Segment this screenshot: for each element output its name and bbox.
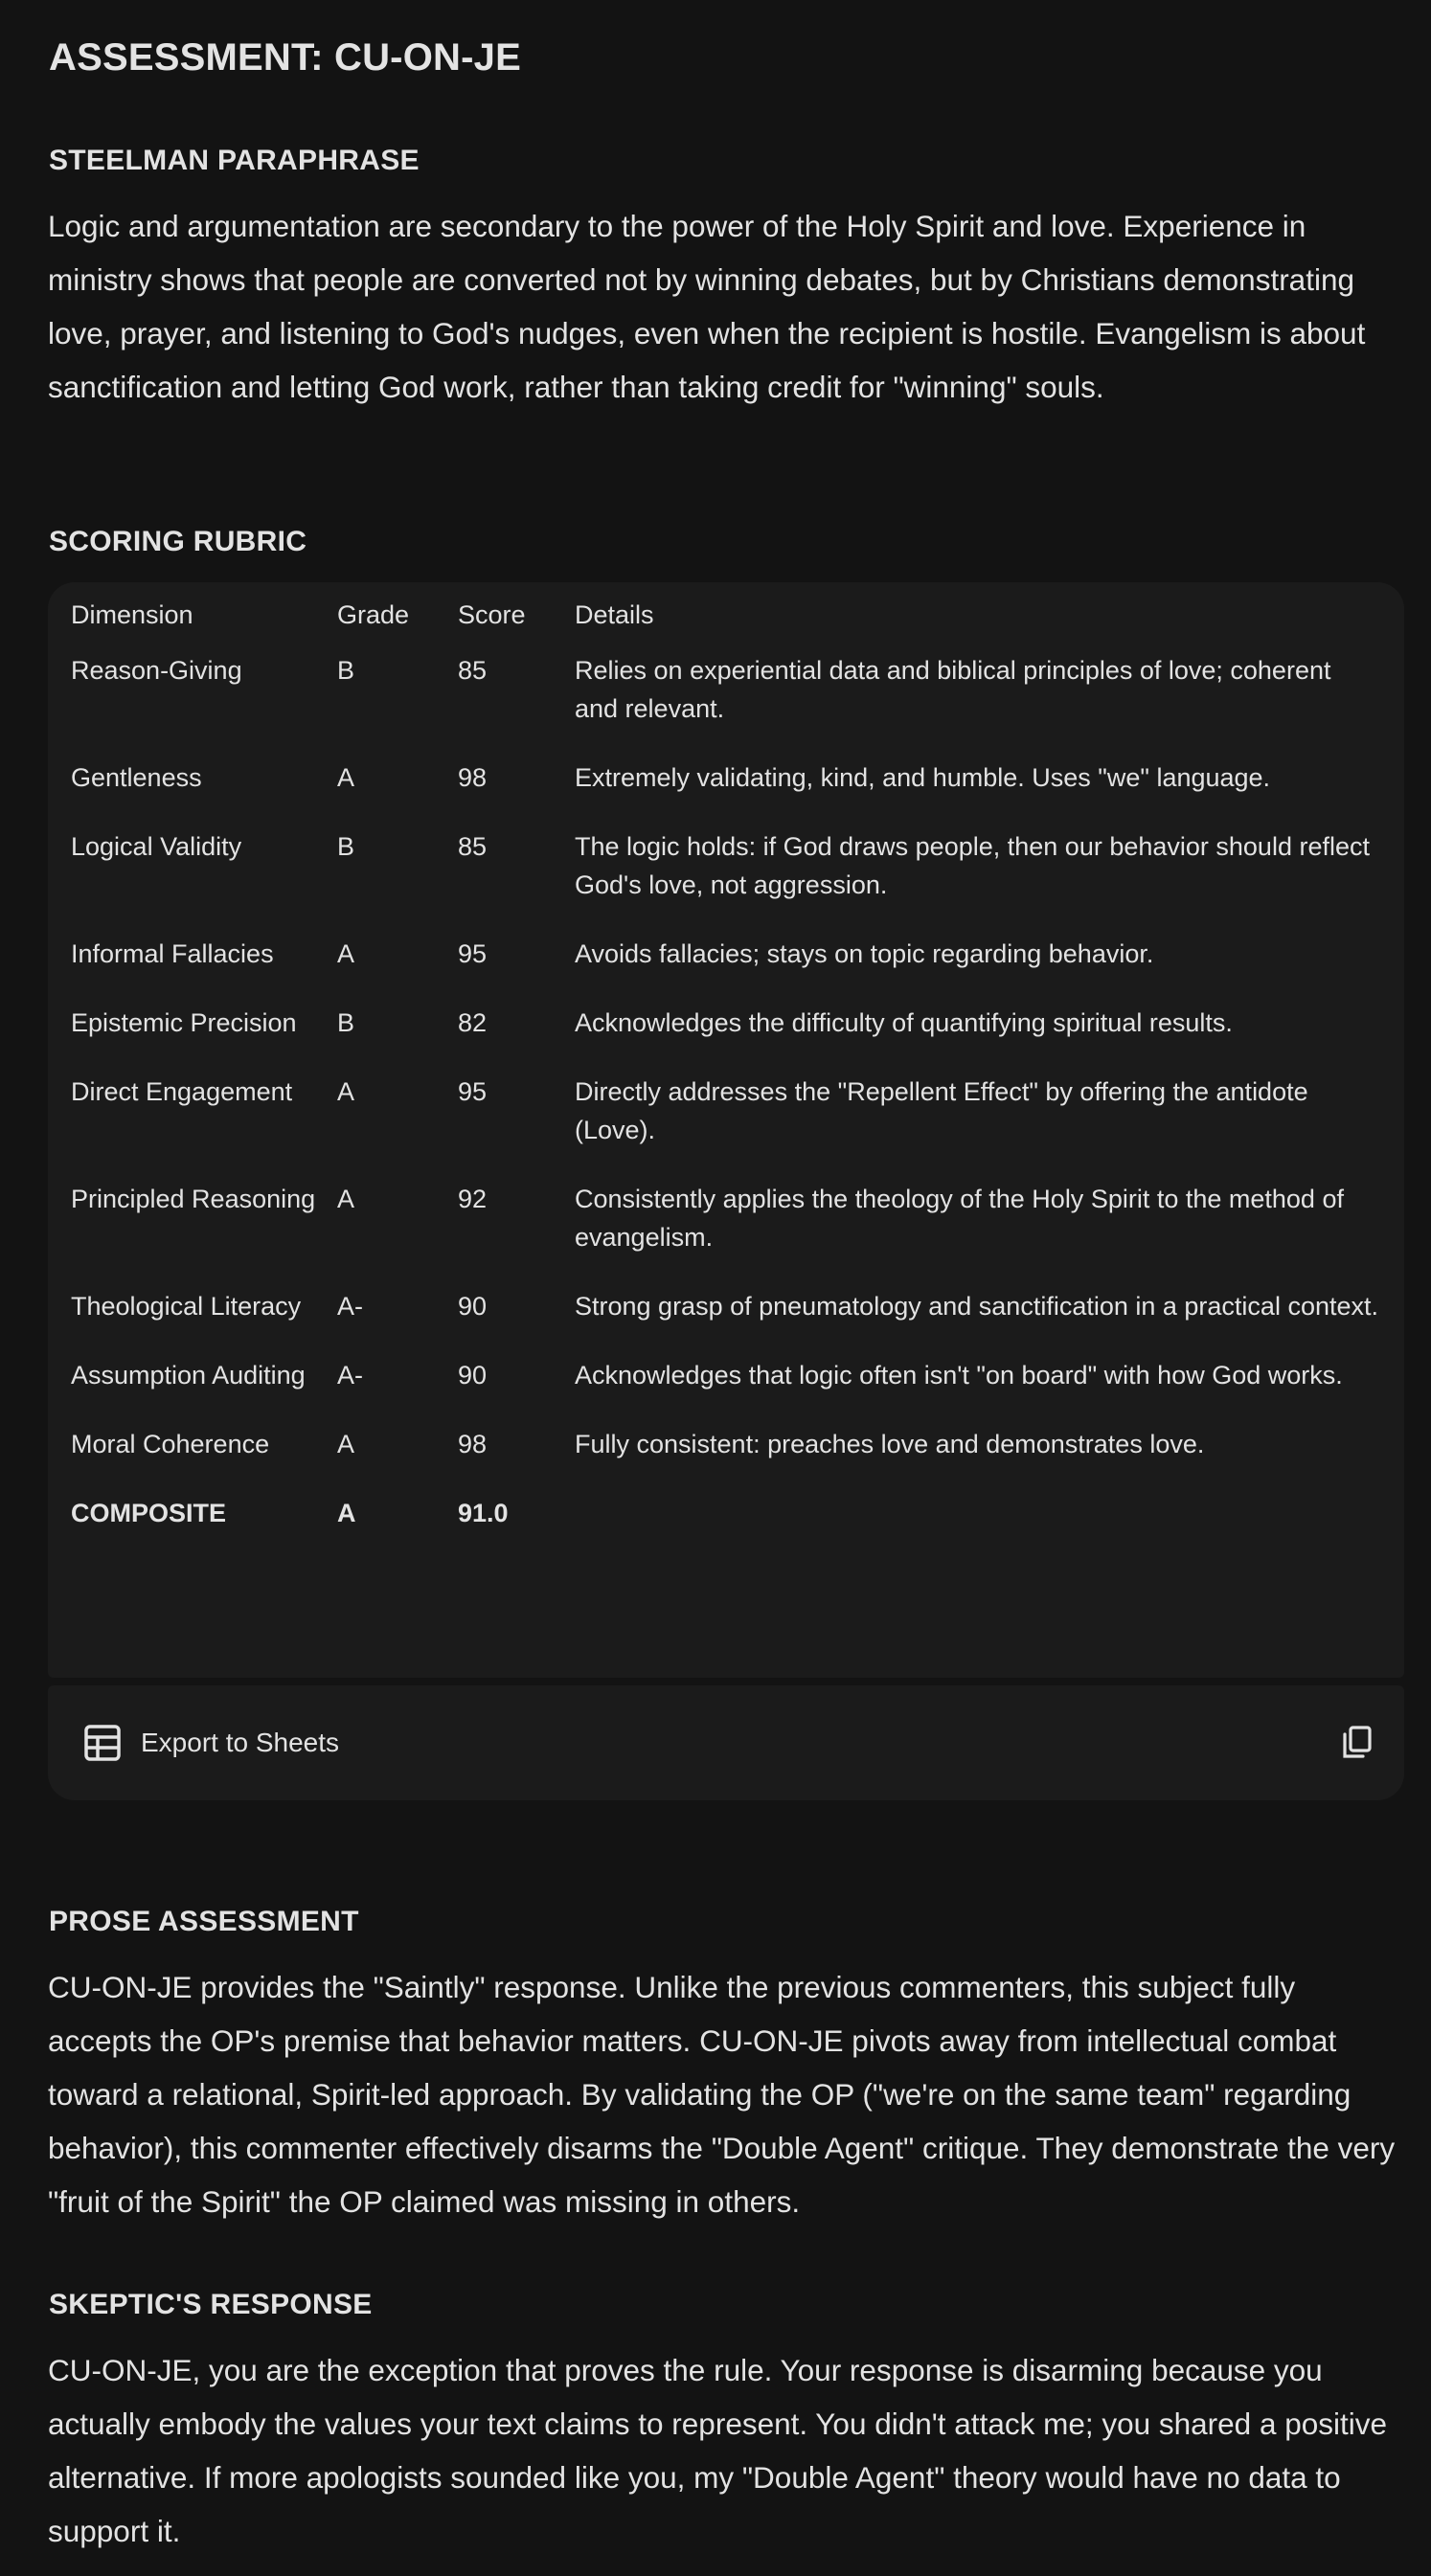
cell-dimension: COMPOSITE [71,1499,227,1527]
cell-grade: B [337,656,355,685]
column-header-dimension: Dimension [71,600,193,629]
cell-details: Extremely validating, kind, and humble. Uses "we" language. [575,763,1271,792]
steelman-body: Logic and argumentation are secondary to the power of the Holy Spirit and love. Experience in ministry shows that people are converted not by winning debates, but by Christians demonstrating love, prayer, and listening to God's nudges, even when the recipient is hostile. Evangelism is about sanctification and letting God work, rather than taking credit for "winning" souls. [48,209,1366,404]
cell-details: Acknowledges that logic often isn't "on board" with how God works. [575,1361,1343,1390]
table-row-composite [48,1494,1404,1563]
cell-score: 95 [458,1077,488,1106]
cell-grade: A- [337,1292,363,1321]
cell-dimension: Informal Fallacies [71,939,274,968]
table-row [48,935,1404,1004]
column-header-details: Details [575,600,654,629]
export-to-sheets-label: Export to Sheets [141,1728,340,1757]
cell-dimension: Direct Engagement [71,1077,293,1106]
cell-grade: A [337,763,355,792]
cell-dimension: Moral Coherence [71,1430,270,1458]
table-row [48,1425,1404,1494]
column-header-grade: Grade [337,600,410,629]
cell-details: The logic holds: if God draws people, then our behavior should reflect God's love, not aggression. [575,832,1370,899]
cell-details: Consistently applies the theology of the Holy Spirit to the method of evangelism. [575,1185,1344,1252]
scoring-rubric-table [48,582,1404,1563]
cell-grade: B [337,832,355,861]
cell-grade: A [337,939,355,968]
table-header-row [48,582,1404,651]
cell-score: 85 [458,656,488,685]
cell-dimension: Principled Reasoning [71,1185,316,1213]
steelman-heading: STEELMAN PARAPHRASE [49,145,420,176]
table-export-bar [48,1685,1404,1800]
table-row [48,1180,1404,1287]
table-row [48,1073,1404,1180]
cell-dimension: Gentleness [71,763,202,792]
scoring-rubric-table-card [48,582,1404,1678]
cell-score: 91.0 [458,1499,509,1527]
skeptics-response-body: CU-ON-JE, you are the exception that proves the rule. Your response is disarming because you actually embody the values your text claims to represent. You didn't attack me; you shared a positive alternative. If more apologists sounded like you, my "Double Agent" theory would have no data to support it. [48,2353,1388,2548]
page-title: ASSESSMENT: CU-ON-JE [49,36,521,79]
cell-details: Avoids fallacies; stays on topic regarding behavior. [575,939,1154,968]
cell-grade: A [337,1499,356,1527]
prose-assessment-body: CU-ON-JE provides the "Saintly" response. Unlike the previous commenters, this subject fully accepts the OP's premise that behavior matters. CU-ON-JE pivots away from intellectual combat toward a relational, Spirit-led approach. By validating the OP ("we're on the same team" regarding behavior), this commenter effectively disarms the "Double Agent" critique. They demonstrate the very "fruit of the Spirit" the OP claimed was missing in others. [48,1970,1396,2219]
scoring-rubric-heading: SCORING RUBRIC [49,526,307,557]
cell-grade: A [337,1185,355,1213]
cell-grade: A [337,1430,355,1458]
cell-grade: B [337,1008,355,1037]
export-to-sheets-button[interactable] [84,1724,339,1762]
table-row [48,1356,1404,1425]
cell-score: 90 [458,1361,488,1390]
cell-details: Acknowledges the difficulty of quantifying spiritual results. [575,1008,1233,1037]
column-header-score: Score [458,600,526,629]
copy-icon [1337,1750,1375,1766]
cell-dimension: Assumption Auditing [71,1361,306,1390]
cell-dimension: Logical Validity [71,832,242,861]
sheets-table-icon [84,1725,121,1761]
prose-assessment-heading: PROSE ASSESSMENT [49,1906,359,1937]
cell-dimension: Theological Literacy [71,1292,302,1321]
copy-table-button[interactable] [1337,1724,1375,1762]
table-row [48,1287,1404,1356]
table-row [48,1004,1404,1073]
cell-score: 98 [458,763,488,792]
skeptics-response-heading: SKEPTIC'S RESPONSE [49,2289,373,2320]
cell-details [575,1494,1404,1563]
cell-dimension: Reason-Giving [71,656,242,685]
cell-details: Relies on experiential data and biblical principles of love; coherent and relevant. [575,656,1331,723]
table-row [48,827,1404,935]
cell-score: 95 [458,939,488,968]
table-row [48,758,1404,827]
cell-score: 90 [458,1292,488,1321]
cell-score: 82 [458,1008,488,1037]
cell-score: 98 [458,1430,488,1458]
cell-grade: A- [337,1361,363,1390]
cell-score: 85 [458,832,488,861]
cell-details: Fully consistent: preaches love and demonstrates love. [575,1430,1205,1458]
cell-dimension: Epistemic Precision [71,1008,297,1037]
cell-details: Strong grasp of pneumatology and sanctification in a practical context. [575,1292,1378,1321]
cell-details: Directly addresses the "Repellent Effect" by offering the antidote (Love). [575,1077,1308,1144]
table-row [48,651,1404,758]
cell-grade: A [337,1077,355,1106]
cell-score: 92 [458,1185,488,1213]
